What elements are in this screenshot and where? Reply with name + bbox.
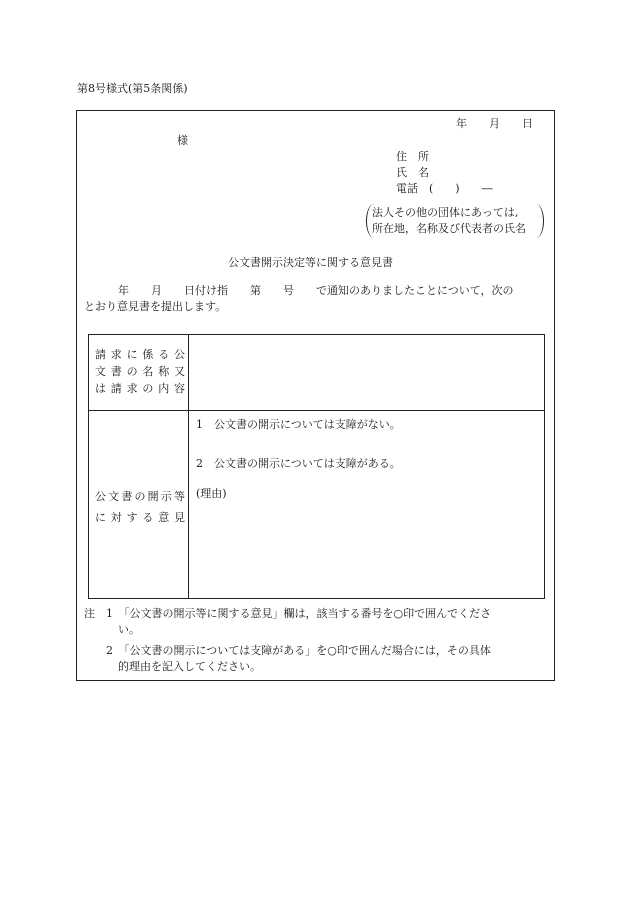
document-title: 公文書開示決定等に関する意見書 [228, 256, 393, 269]
corporate-note-line1: 法人その他の団体にあっては, [372, 206, 519, 219]
reason-label: (理由) [196, 487, 227, 500]
row1-label-line1: 請求に係る公 [95, 348, 185, 361]
addressee-suffix: 様 [177, 134, 188, 147]
intro-line1: 年 月 日付け指 第 号 で通知のありましたことについて，次の [118, 284, 514, 297]
row2-label-line2: に対する意見 [95, 511, 185, 524]
form-number: 第8号様式(第5条関係) [77, 82, 188, 95]
note1-line2: い。 [118, 623, 140, 636]
option-no-objection[interactable]: 1 公文書の開示については支障がない。 [196, 418, 401, 431]
corporate-note-line2: 所在地，名称及び代表者の氏名 [372, 222, 526, 235]
option-objection[interactable]: 2 公文書の開示については支障がある。 [196, 457, 401, 470]
note2-line1: 2 「公文書の開示については支障がある」を○印で囲んだ場合には，その具体 [106, 644, 491, 657]
note2-line2: 的理由を記入してください。 [118, 660, 261, 673]
document-name-field[interactable] [190, 336, 543, 408]
phone-label: 電話 ( ) ― [396, 182, 493, 195]
right-paren [536, 204, 544, 238]
row1-label-line3: は請求の内容 [95, 382, 185, 395]
intro-line2: とおり意見書を提出します。 [84, 300, 227, 313]
table-row-divider [88, 410, 545, 411]
notes-prefix: 注 [84, 607, 95, 620]
address-label: 住 所 [396, 150, 429, 163]
row1-label-line2: 文書の名称又 [95, 365, 185, 378]
row2-label-line1: 公文書の開示等 [95, 490, 185, 503]
date-line: 年 月 日 [456, 117, 533, 130]
name-label: 氏 名 [396, 166, 429, 179]
table-column-divider [188, 334, 189, 599]
reason-field[interactable] [196, 505, 541, 595]
note1-line1: 1 「公文書の開示等に関する意見」欄は，該当する番号を○印で囲んでくださ [106, 607, 492, 620]
